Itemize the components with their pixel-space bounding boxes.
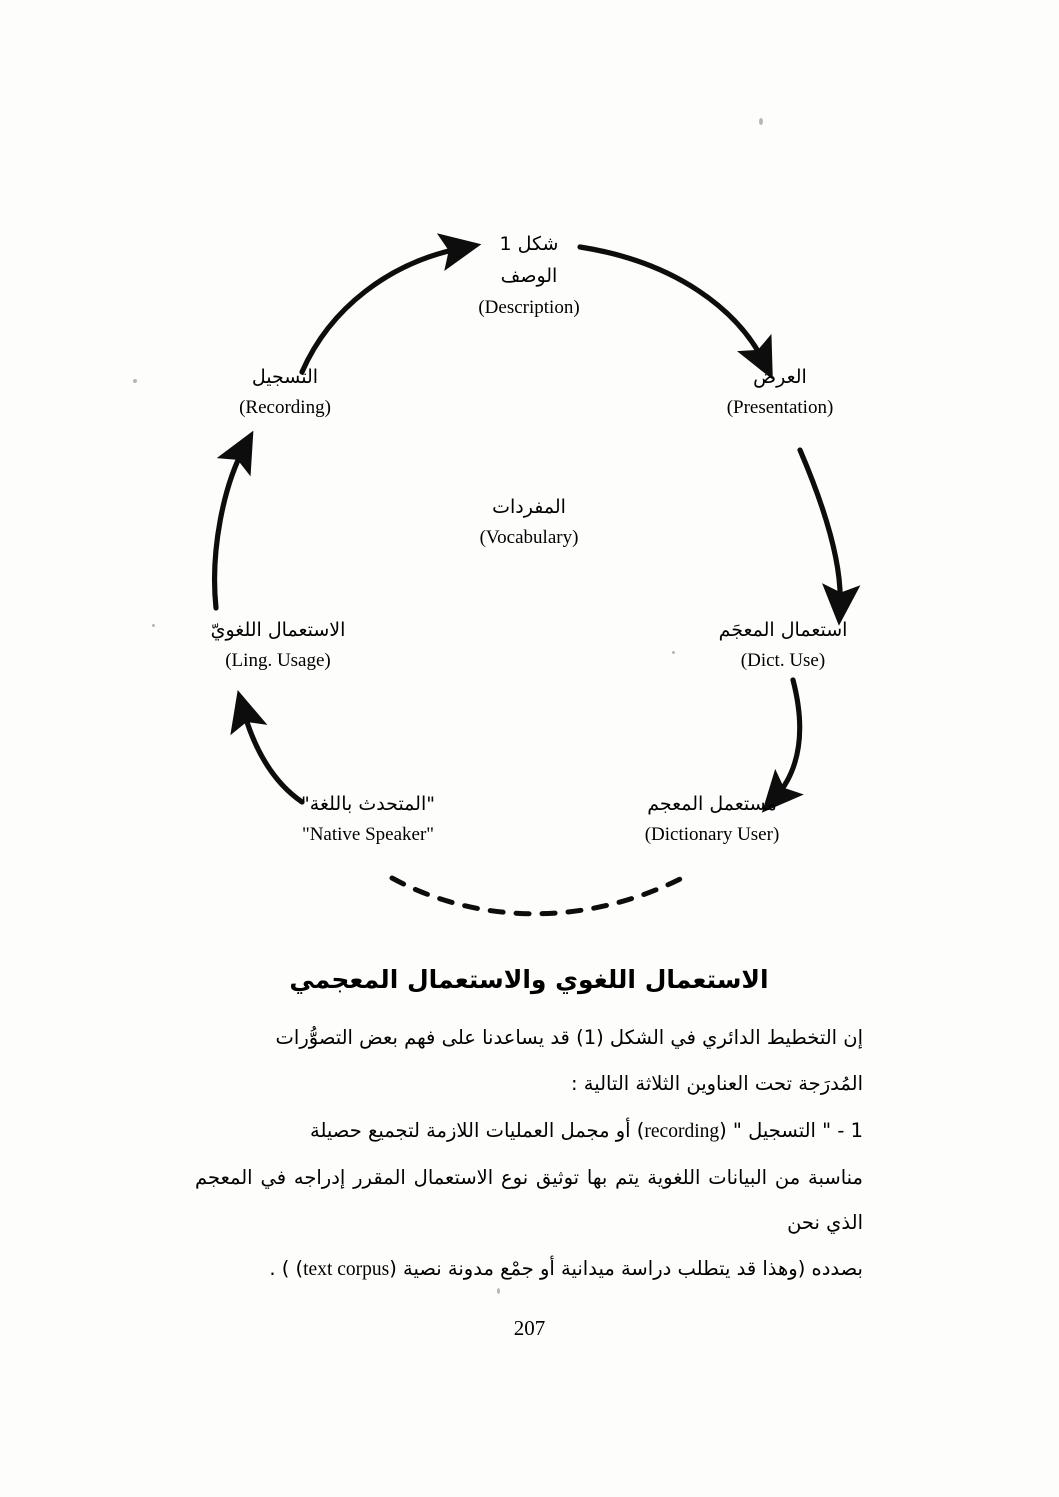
node-label-arabic: الاستعمال اللغويّ (210, 619, 346, 641)
paragraph-item-1-line-3 (195, 1247, 863, 1292)
item-1-line-3-suffix: ) ) . (269, 1257, 304, 1281)
node-label-english: (Vocabulary) (479, 527, 579, 549)
arrow-ling-usage-to-recording (215, 448, 244, 608)
item-1-prefix: 1 - " التسجيل " ( (719, 1118, 863, 1142)
diagram-node-linguistic-usage (163, 618, 393, 674)
node-label-english: (Description) (478, 296, 580, 318)
node-label-arabic: مستعمل المعجم (647, 793, 777, 815)
body-text (195, 965, 863, 1295)
latin-term-recording: recording (644, 1120, 720, 1142)
node-label-english: (Dict. Use) (740, 650, 826, 672)
node-label-arabic: المفردات (492, 496, 566, 518)
node-label-english: (Presentation) (726, 397, 834, 419)
item-1-line-3-prefix: بصدده (وهذا قد يتطلب دراسة ميدانية أو جمْع مدونة نصية ( (389, 1257, 863, 1281)
node-label-arabic: "المتحدث باللغة" (301, 793, 435, 815)
figure-caption-label: شكل 1 (499, 233, 559, 255)
scan-speck (152, 624, 155, 627)
diagram-node-recording (175, 365, 395, 421)
scan-speck (672, 651, 675, 654)
paragraph-item-1-line-2: مناسبة من البيانات اللغوية يتم بها توثيق نوع الاستعمال المقرر إدراجه في المعجم الذي نحن (195, 1166, 863, 1234)
diagram-node-dictionary-user (592, 792, 832, 848)
dashed-link-native-speaker-dictionary-user (392, 876, 686, 914)
item-1-middle: ) أو مجمل العمليات اللازمة لتجميع حصيلة (309, 1118, 645, 1142)
scan-speck (759, 118, 763, 125)
arrow-presentation-to-dict-use (800, 450, 840, 606)
paragraph-item-1-line-1 (195, 1109, 863, 1154)
node-label-arabic: استعمال المعجَم (718, 619, 848, 641)
scan-speck (497, 1288, 500, 1294)
node-label-english: (Ling. Usage) (225, 650, 331, 672)
paragraph-intro-line-1: إن التخطيط الدائري في الشكل (1) قد يساعدنا على فهم بعض التصوُّرات (275, 1026, 863, 1049)
diagram-node-native-speaker (253, 792, 483, 848)
arrow-dict-use-to-dictionary-user (775, 680, 800, 798)
node-label-english: (Dictionary User) (644, 824, 780, 846)
page-number: 207 (513, 1316, 546, 1340)
node-label-english: (Recording) (239, 397, 331, 419)
node-label-english: "Native Speaker" (301, 824, 435, 846)
paragraph-intro-line-2: المُدرَجة تحت العناوين الثلاثة التالية : (570, 1072, 863, 1096)
arrow-native-speaker-to-ling-usage (243, 709, 302, 802)
section-heading: الاستعمال اللغوي والاستعمال المعجمي (289, 965, 769, 994)
diagram-node-presentation (665, 365, 895, 421)
scan-speck (133, 379, 137, 383)
diagram-node-dictionary-use (668, 618, 898, 674)
latin-term-text-corpus: text corpus (303, 1259, 390, 1281)
diagram-node-description (399, 232, 659, 320)
node-label-arabic: التسجيل (251, 366, 319, 388)
node-label-arabic: الوصف (500, 265, 558, 288)
node-label-arabic: العرض (753, 366, 807, 388)
diagram-node-vocabulary (414, 495, 644, 551)
cycle-diagram (0, 200, 1059, 940)
